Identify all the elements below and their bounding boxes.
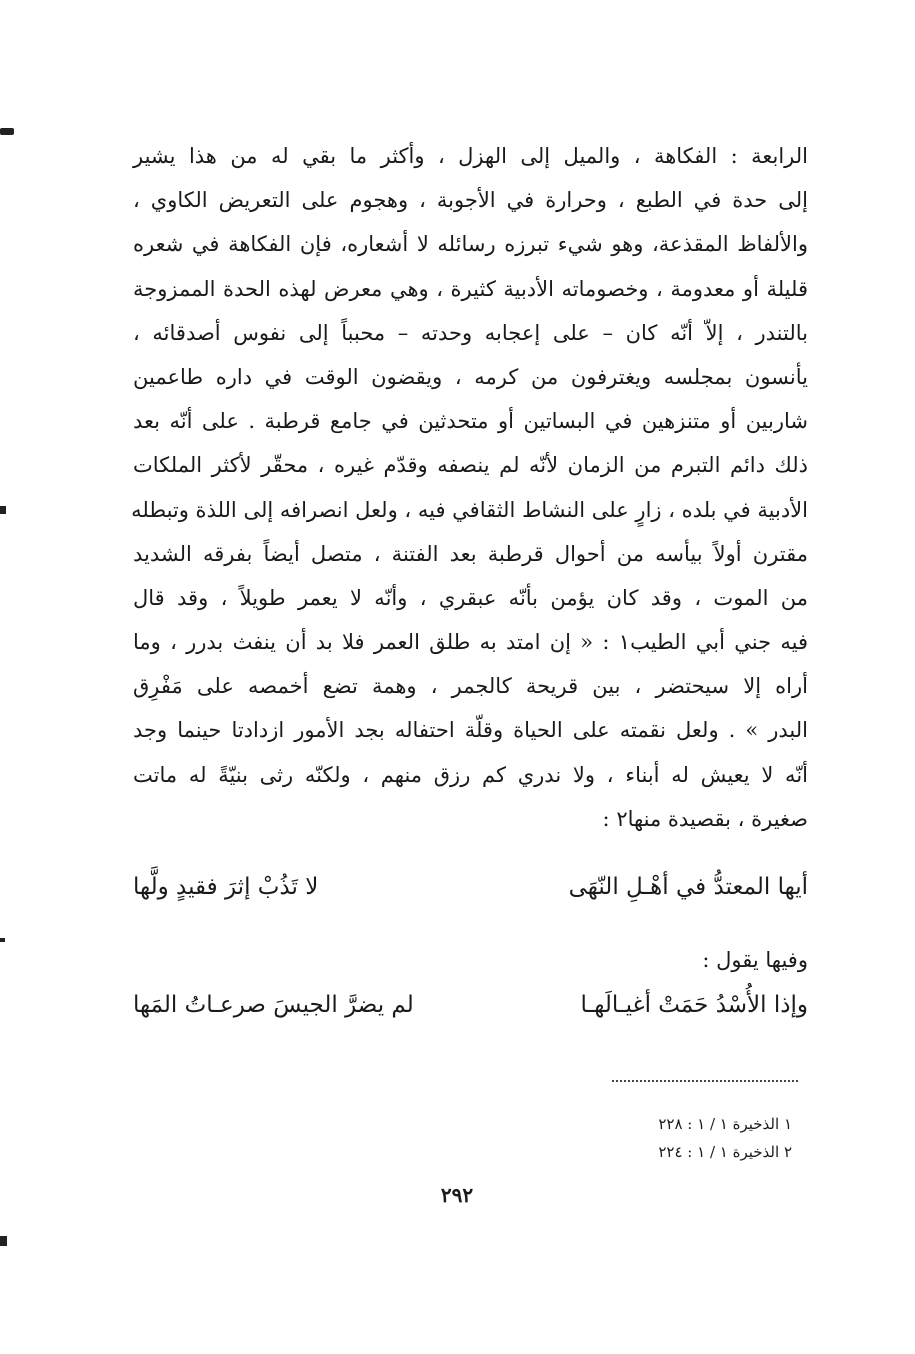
text-line: الأدبية في بلده ، زارٍ على النشاط الثقافي فيه ، ولعل انصرافه إلى اللذة وتبطله	[131, 497, 808, 522]
text-line: إلى حدة في الطبع ، وحرارة في الأجوبة ، وهجوم على التعريض الكاوي ،	[133, 188, 808, 213]
footnote-divider	[612, 1080, 798, 1082]
footnotes	[560, 1110, 792, 1166]
scan-edge-mark	[0, 938, 5, 942]
text-line: أنّه لا يعيش له أبناء ، ولا ندري كم رزق منهم ، ولكنّه رثى بنيّةً له ماتت	[133, 762, 808, 787]
text-line: والألفاظ المقذعة، وهو شيء تبرزه رسائله لا أشعاره، فإن الفكاهة في شعره	[133, 232, 808, 257]
text-line: شاربين أو متنزهين في البساتين أو متحدثين في جامع قرطبة . على أنّه بعد	[133, 409, 808, 434]
verse-first-hemistich: أيها المعتدُّ في أهْـلِ النّهَى	[568, 874, 808, 900]
text-line: فيه جني أبي الطيب١ : « إن امتد به طلق العمر فلا بد أن ينفث بدرر ، وما	[133, 630, 808, 655]
verse-second-hemistich: لا تَذُبْ إثرَ فقيدٍ ولَّها	[133, 874, 319, 900]
text-line: البدر » . ولعل نقمته على الحياة وقلّة احتفاله بجد الأمور ازدادتا حينما وجد	[133, 718, 808, 743]
poem-verse	[133, 874, 808, 900]
text-line: الرابعة : الفكاهة ، والميل إلى الهزل ، وأكثر ما بقي له من هذا يشير	[133, 144, 808, 168]
verse-second-hemistich: لم يضرَّ الجيسَ صرعـاتُ المَها	[133, 992, 414, 1018]
page-number: ٢٩٢	[440, 1183, 474, 1207]
text-line: ذلك دائم التبرم من الزمان لأنّه لم ينصفه وقدّم غيره ، محقّر لأكثر الملكات	[133, 453, 808, 478]
footnote: ١ الذخيرة ١ / ١ : ٢٢٨	[658, 1115, 792, 1133]
text-line: مقترن أولاً بيأسه من أحوال قرطبة بعد الفتنة ، متصل أيضاً بفرقه الشديد	[133, 541, 808, 566]
verse-first-hemistich: وإذا الأُسْدُ حَمَتْ أغيـالَهـا	[580, 992, 808, 1018]
text-line: من الموت ، وقد كان يؤمن بأنّه عبقري ، وأنّه لا يعمر طويلاً ، وقد قال	[133, 585, 808, 610]
footnote: ٢ الذخيرة ١ / ١ : ٢٢٤	[658, 1143, 792, 1161]
text-line: صغيرة ، بقصيدة منها٢ :	[602, 806, 808, 831]
scan-edge-mark	[0, 1236, 7, 1246]
verse-intro-text: وفيها يقول :	[702, 948, 808, 972]
poem-verse	[133, 992, 808, 1018]
text-line: يأنسون بمجلسه ويغترفون من كرمه ، ويقضون الوقت في داره طاعمين	[133, 364, 808, 389]
body-paragraph	[133, 134, 808, 841]
scan-edge-mark	[0, 128, 14, 135]
text-line: أراه إلا سيحتضر ، بين قريحة كالجمر ، وهمة تضع أخمصه على مَفْرِق	[133, 674, 808, 699]
scan-edge-mark	[0, 506, 6, 514]
text-line: قليلة أو معدومة ، وخصوماته الأدبية كثيرة ، وهي معرض لهذه الحدة الممزوجة	[133, 276, 808, 301]
text-line: بالتندر ، إلاّ أنّه كان – على إعجابه وحدته – محبباً إلى نفوس أصدقائه ،	[133, 320, 808, 345]
